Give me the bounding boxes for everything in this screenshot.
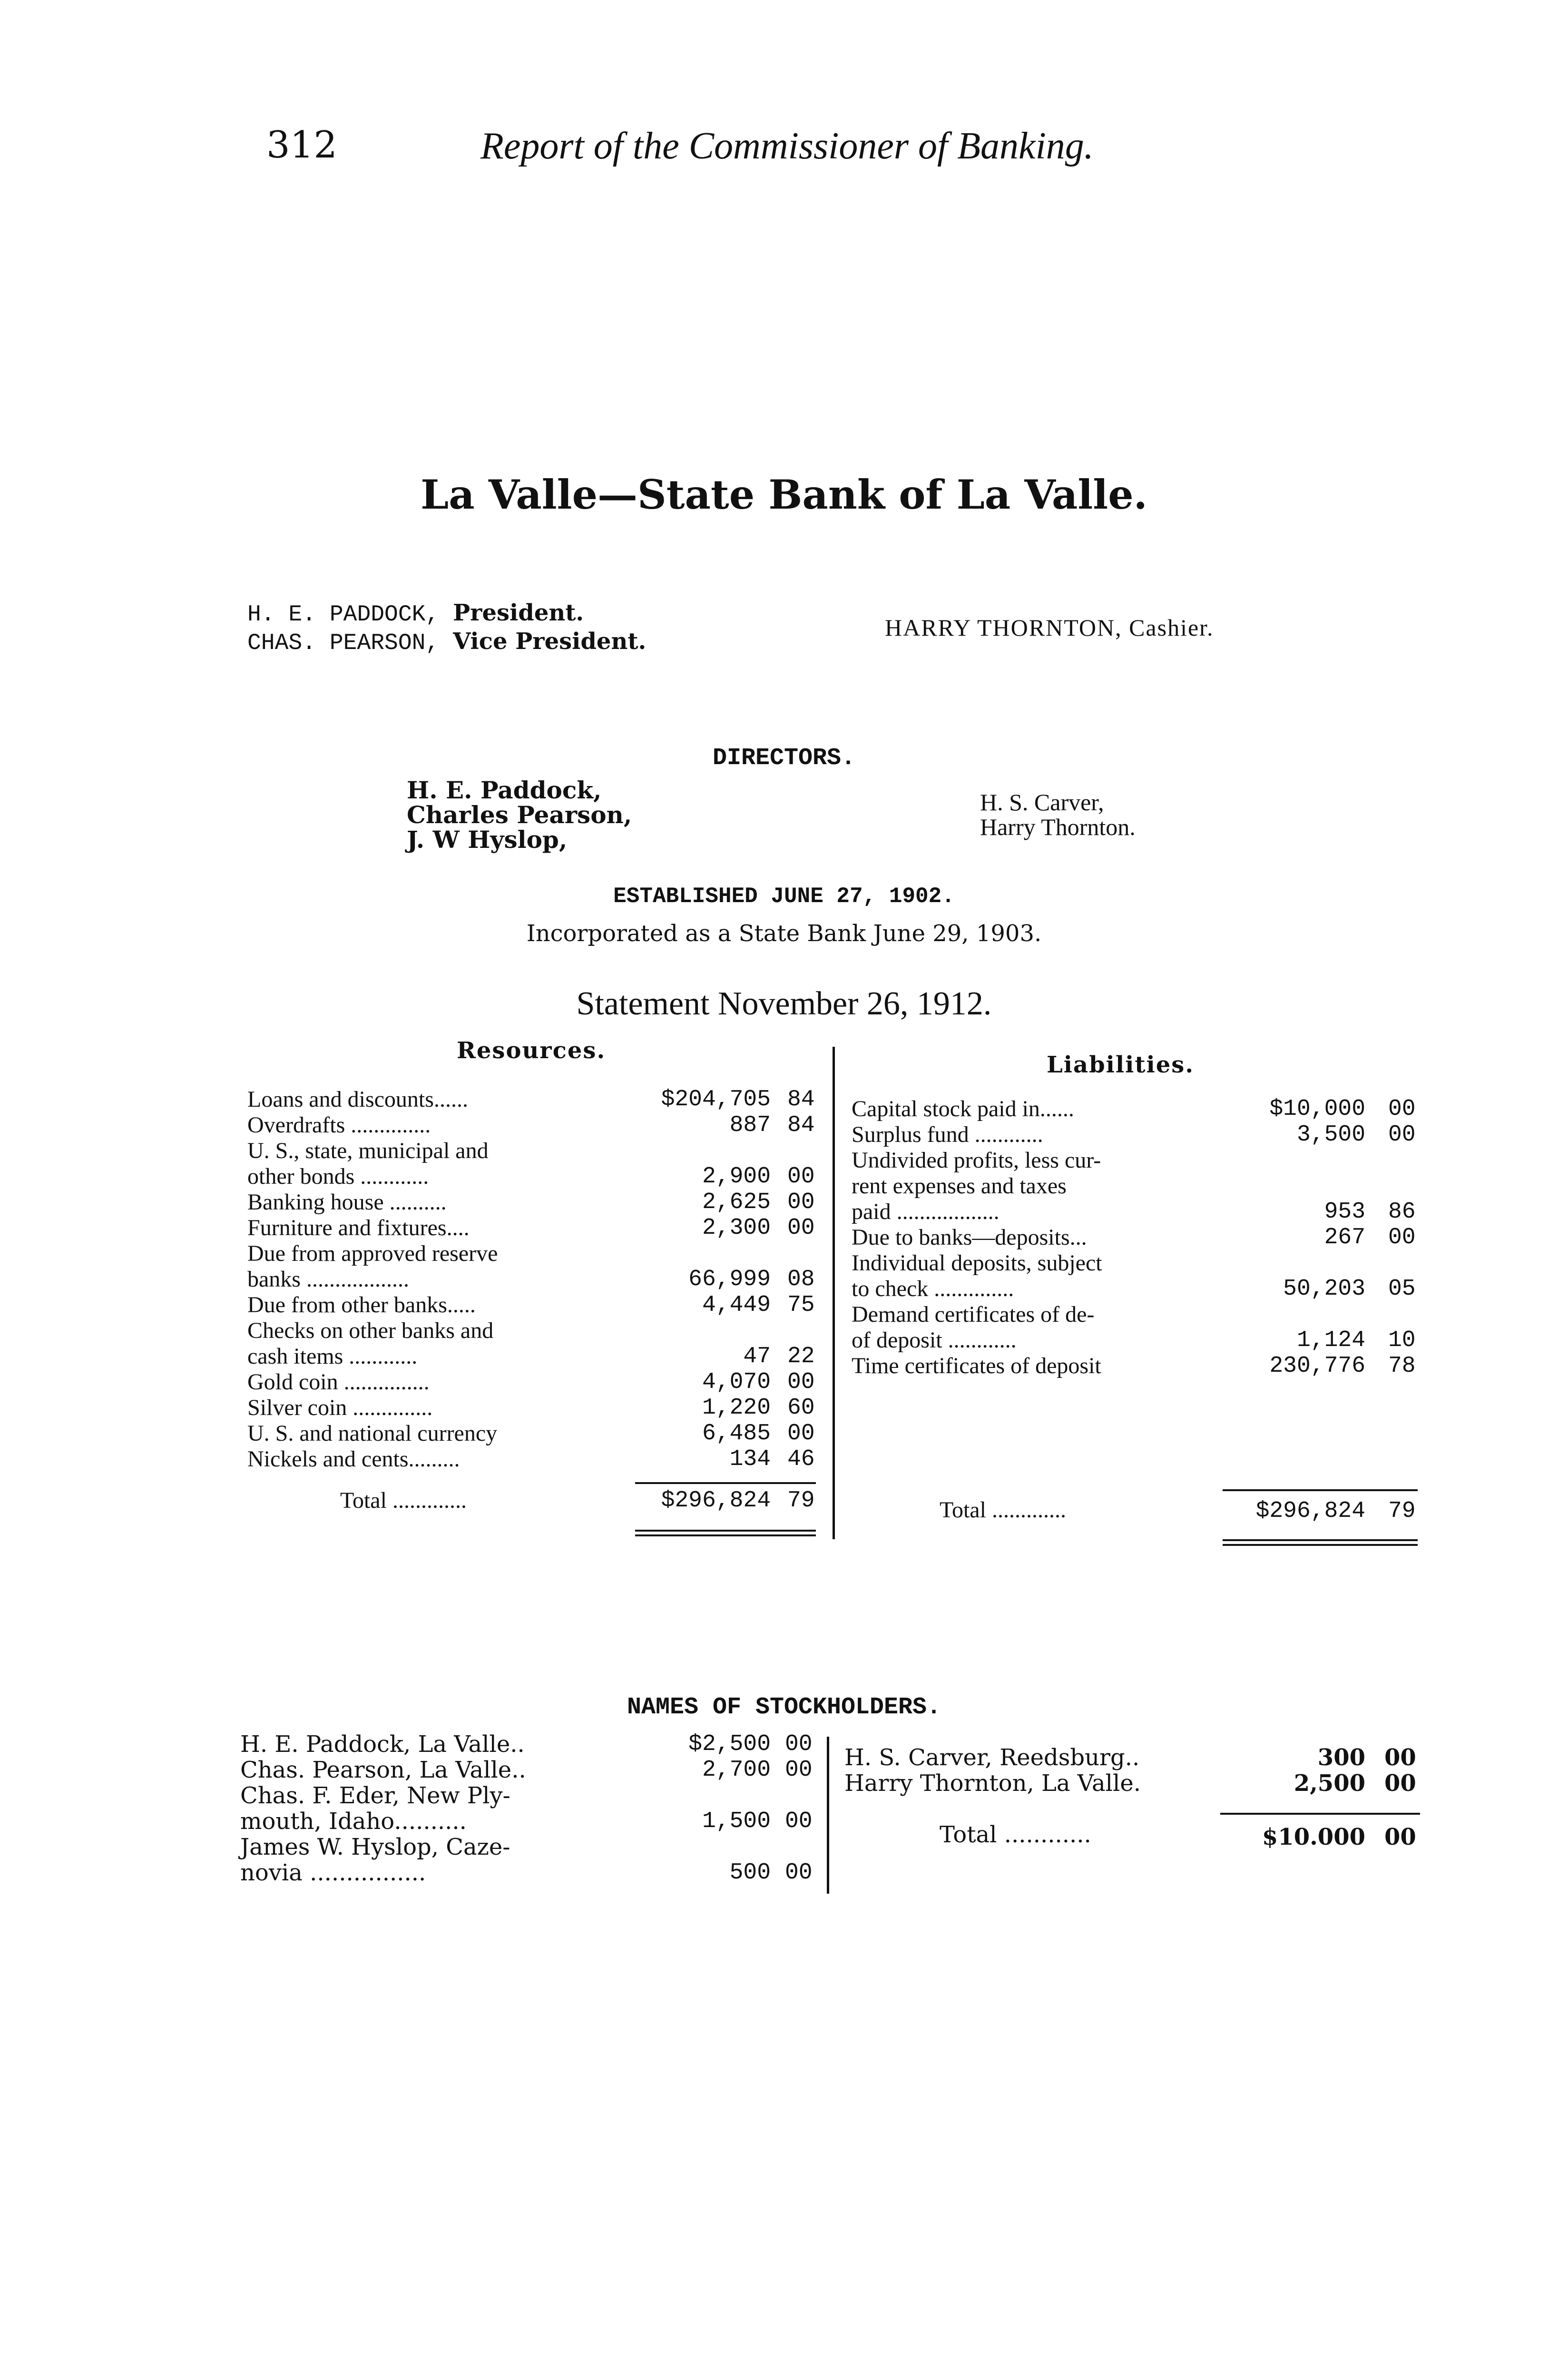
resource-row-cents: 00	[787, 1421, 815, 1446]
stockholders-total-cents: 00	[1384, 1824, 1416, 1850]
stockholder-row-cents: 00	[1384, 1770, 1416, 1797]
stockholder-row-label: Chas. F. Eder, New Ply-	[240, 1782, 510, 1809]
liability-row-label: Time certificates of deposit	[852, 1353, 1101, 1378]
liability-row-label: Capital stock paid in......	[852, 1096, 1074, 1121]
vice-president-line	[247, 628, 646, 657]
resource-row-label: Banking house ..........	[247, 1190, 447, 1215]
column-divider	[833, 1047, 835, 1539]
stockholder-row-amount: 2,700	[702, 1757, 771, 1783]
stockholder-row-label: mouth, Idaho..........	[240, 1808, 467, 1835]
page-number: 312	[266, 124, 337, 167]
officers-block	[247, 600, 646, 657]
stockholder-row-amount: $2,500	[688, 1731, 771, 1757]
liability-row-label: Undivided profits, less cur-	[852, 1148, 1101, 1173]
liability-row-label: paid ..................	[852, 1199, 1000, 1224]
resource-row-amount: 2,625	[702, 1190, 771, 1215]
liability-row-amount: 1,124	[1296, 1327, 1365, 1353]
statement-date: Statement November 26, 1912.	[576, 985, 992, 1022]
stockholder-row-label: James W. Hyslop, Caze-	[240, 1834, 510, 1860]
liability-row-amount: 3,500	[1296, 1122, 1365, 1148]
resource-row-cents: 75	[787, 1292, 815, 1318]
resource-row-amount: 66,999	[688, 1267, 771, 1292]
resource-row-cents: 00	[787, 1369, 815, 1395]
resource-row-label: banks ..................	[247, 1267, 409, 1292]
resource-row-amount: 47	[743, 1344, 771, 1369]
stockholder-row-amount: 500	[729, 1860, 771, 1886]
stockholder-row-label: Chas. Pearson, La Valle..	[240, 1757, 526, 1783]
total-rule	[635, 1482, 816, 1484]
resource-row-cents: 08	[787, 1267, 815, 1292]
president-role: President.	[453, 600, 584, 626]
stockholder-row-cents: 00	[785, 1731, 813, 1757]
resource-row-cents: 00	[787, 1164, 815, 1190]
stockholder-row-label: H. E. Paddock, La Valle..	[240, 1731, 525, 1758]
liability-row-amount: 50,203	[1283, 1276, 1365, 1302]
resource-row-amount: $204,705	[661, 1087, 771, 1112]
resource-row-label: Furniture and fixtures....	[247, 1215, 470, 1240]
stockholders-heading: NAMES OF STOCKHOLDERS.	[627, 1694, 941, 1721]
resource-row-label: U. S. and national currency	[247, 1421, 498, 1446]
vice-president-name: CHAS. PEARSON,	[247, 630, 440, 656]
liabilities-heading: Liabilities.	[1047, 1052, 1195, 1078]
stockholders-divider	[827, 1737, 829, 1894]
resource-row-label: Nickels and cents.........	[247, 1446, 460, 1472]
liability-row-cents: 05	[1388, 1276, 1416, 1302]
director-name: H. S. Carver,	[980, 789, 1104, 816]
resource-row-label: cash items ............	[247, 1344, 418, 1369]
directors-left	[407, 778, 632, 852]
stockholder-row-amount: 2,500	[1294, 1770, 1365, 1797]
resources-total-label: Total .............	[340, 1488, 467, 1513]
liability-row-cents: 78	[1388, 1353, 1416, 1379]
resources-total-cents: 79	[787, 1488, 815, 1514]
president-line	[247, 600, 646, 628]
resource-row-label: Overdrafts ..............	[247, 1112, 431, 1138]
stockholder-row-cents: 00	[785, 1757, 813, 1783]
director-name: J. W Hyslop,	[407, 826, 568, 854]
resource-row-amount: 2,300	[702, 1215, 771, 1241]
liability-row-label: of deposit ............	[852, 1327, 1017, 1353]
directors-heading: DIRECTORS.	[712, 745, 856, 772]
stockholders-total-amount: $10.000	[1262, 1824, 1365, 1850]
stockholder-row-label: Harry Thornton, La Valle.	[844, 1770, 1141, 1797]
resource-row-amount: 6,485	[702, 1421, 771, 1446]
vice-president-role: Vice President.	[453, 628, 647, 655]
stockholder-row-cents: 00	[785, 1860, 813, 1886]
stockholder-row-amount: 1,500	[702, 1809, 771, 1834]
stockholder-row-label: novia ................	[240, 1859, 426, 1886]
liability-row-label: to check ..............	[852, 1276, 1014, 1301]
double-rule	[635, 1530, 816, 1536]
director-name: Harry Thornton.	[980, 814, 1136, 840]
running-title: Report of the Commissioner of Banking.	[480, 125, 1094, 167]
liability-row-label: Surplus fund ............	[852, 1122, 1043, 1147]
resource-row-label: Loans and discounts......	[247, 1087, 468, 1112]
resource-row-cents: 00	[787, 1190, 815, 1215]
liability-row-cents: 10	[1388, 1327, 1416, 1353]
liability-row-cents: 86	[1388, 1199, 1416, 1225]
liability-row-cents: 00	[1388, 1096, 1416, 1122]
resource-row-amount: 134	[729, 1446, 771, 1472]
resource-row-amount: 4,070	[702, 1369, 771, 1395]
liabilities-total-amount: $296,824	[1255, 1498, 1365, 1524]
resource-row-cents: 22	[787, 1344, 815, 1369]
resource-row-label: Gold coin ...............	[247, 1369, 430, 1395]
liability-row-amount: 267	[1324, 1225, 1365, 1250]
stockholder-row-cents: 00	[1384, 1744, 1416, 1771]
total-rule	[1223, 1489, 1418, 1491]
resource-row-amount: 2,900	[702, 1164, 771, 1190]
liability-row-label: Individual deposits, subject	[852, 1250, 1102, 1276]
resource-row-label: Checks on other banks and	[247, 1318, 494, 1343]
resource-row-label: Silver coin ..............	[247, 1395, 433, 1420]
resource-row-cents: 60	[787, 1395, 815, 1421]
incorporated-date: Incorporated as a State Bank June 29, 1903.	[526, 920, 1042, 947]
liability-row-label: Due to banks—deposits...	[852, 1225, 1087, 1250]
liability-row-label: Demand certificates of de-	[852, 1302, 1095, 1327]
resources-heading: Resources.	[457, 1037, 606, 1064]
resource-row-cents: 00	[787, 1215, 815, 1241]
liability-row-amount: $10,000	[1269, 1096, 1365, 1122]
established-date: ESTABLISHED JUNE 27, 1902.	[613, 884, 955, 909]
liabilities-total-cents: 79	[1388, 1498, 1416, 1524]
resources-total-amount: $296,824	[661, 1488, 771, 1514]
resource-row-amount: 4,449	[702, 1292, 771, 1318]
director-name: H. E. Paddock,	[407, 776, 602, 804]
resource-row-label: Due from other banks.....	[247, 1292, 476, 1317]
liability-row-amount: 953	[1324, 1199, 1365, 1225]
double-rule	[1223, 1539, 1418, 1546]
director-name: Charles Pearson,	[407, 801, 632, 829]
resource-row-amount: 1,220	[702, 1395, 771, 1421]
stockholder-row-label: H. S. Carver, Reedsburg..	[844, 1744, 1140, 1771]
resource-row-label: other bonds ............	[247, 1164, 429, 1189]
resource-row-label: U. S., state, municipal and	[247, 1138, 489, 1163]
stockholders-total-label: Total ............	[940, 1821, 1091, 1848]
liability-row-label: rent expenses and taxes	[852, 1173, 1067, 1199]
liability-row-amount: 230,776	[1269, 1353, 1365, 1379]
cashier: HARRY THORNTON, Cashier.	[885, 614, 1214, 641]
directors-right	[980, 790, 1136, 839]
resource-row-cents: 46	[787, 1446, 815, 1472]
president-name: H. E. PADDOCK,	[247, 602, 440, 628]
liability-row-cents: 00	[1388, 1225, 1416, 1250]
total-rule	[1220, 1813, 1420, 1815]
stockholder-row-cents: 00	[785, 1809, 813, 1834]
bank-title: La Valle—State Bank of La Valle.	[421, 471, 1147, 518]
resource-row-cents: 84	[787, 1087, 815, 1112]
resource-row-cents: 84	[787, 1112, 815, 1138]
liabilities-total-label: Total .............	[940, 1497, 1066, 1523]
resource-row-label: Due from approved reserve	[247, 1241, 498, 1266]
liability-row-cents: 00	[1388, 1122, 1416, 1148]
stockholder-row-amount: 300	[1317, 1744, 1365, 1771]
resource-row-amount: 887	[729, 1112, 771, 1138]
